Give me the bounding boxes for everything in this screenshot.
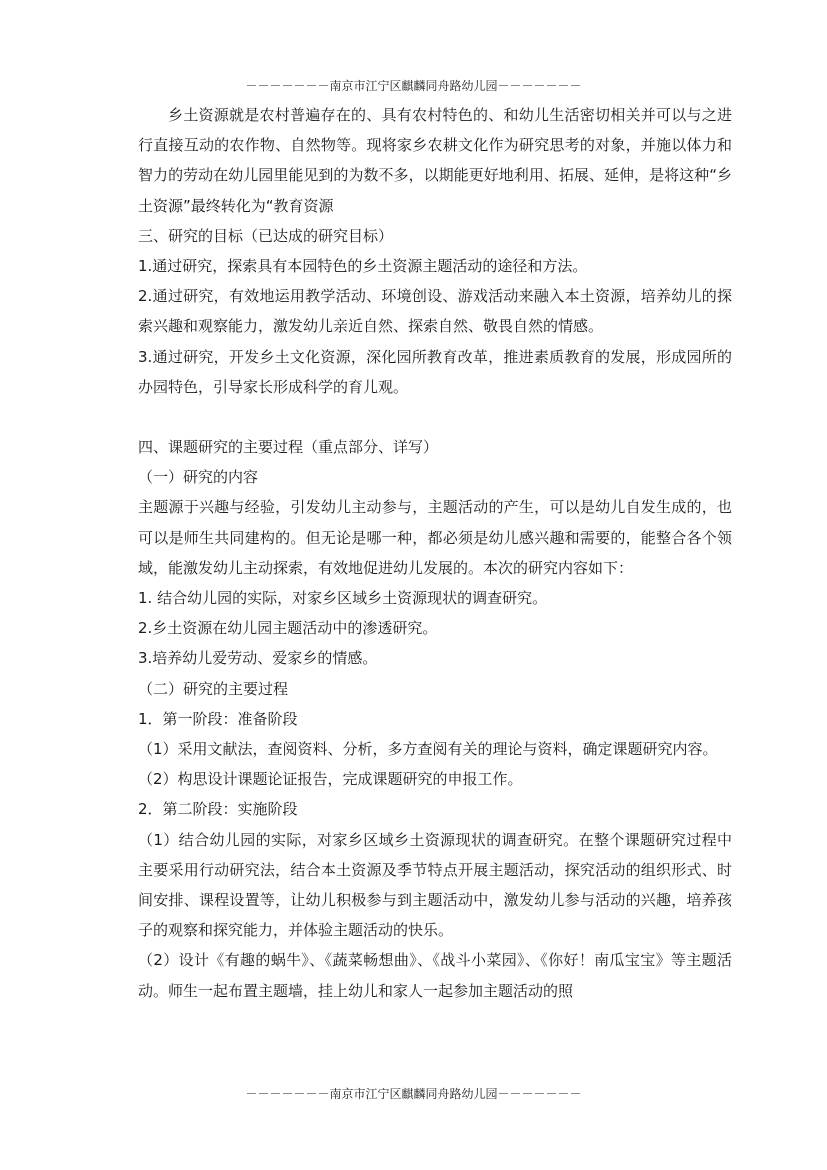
subsection-heading-content: （一）研究的内容 <box>138 468 259 487</box>
stage-heading: 2．第二阶段：实施阶段 <box>138 800 298 819</box>
section-heading-objectives: 三、研究的目标（已达成的研究目标） <box>138 226 394 245</box>
paragraph-spacer <box>138 402 732 432</box>
page-footer: －－－－－－－南京市江宁区麒麟同舟路幼儿园－－－－－－－ <box>245 1087 582 1101</box>
objective-item: 3.通过研究，开发乡土文化资源，深化园所教育改革，推进素质教育的发展，形成园所的办园特色，引导家长形成科学的育儿观。 <box>138 347 732 396</box>
content-item: 1. 结合幼儿园的实际，对家乡区域乡土资源现状的调查研究。 <box>138 589 548 608</box>
content-item: 3.培养幼儿爱劳动、爱家乡的情感。 <box>138 649 378 668</box>
body-paragraph: 主题源于兴趣与经验，引发幼儿主动参与，主题活动的产生，可以是幼儿自发生成的，也可以是师生共同建构的。但无论是哪一种，都必须是幼儿感兴趣和需要的，能整合各个领域，能激发幼儿主动探索，有效地促进幼儿发展的。本次的研究内容如下： <box>138 498 732 577</box>
intro-paragraph: 乡土资源就是农村普遍存在的、具有农村特色的、和幼儿生活密切相关并可以与之进行直接互动的农作物、自然物等。现将家乡农耕文化作为研究思考的对象，并施以体力和智力的劳动在幼儿园里能见到的为数不多，以期能更好地利用、拓展、延伸，是将这种“乡土资源”最终转化为“教育资源 <box>138 106 732 215</box>
subsection-heading-process: （二）研究的主要过程 <box>138 679 289 698</box>
stage-item: （2）构思设计课题论证报告，完成课题研究的申报工作。 <box>138 770 523 789</box>
objective-item: 1.通过研究，探索具有本园特色的乡土资源主题活动的途径和方法。 <box>138 257 588 276</box>
stage-item: （1）结合幼儿园的实际，对家乡区域乡土资源现状的调查研究。在整个课题研究过程中主要采用行动研究法，结合本土资源及季节特点开展主题活动，探究活动的组织形式、时间安排、课程设置等，让幼儿积极参与到主题活动中，激发幼儿参与活动的兴趣，培养孩子的观察和探究能力，并体验主题活动的快乐。 <box>138 830 732 940</box>
section-heading-process: 四、课题研究的主要过程（重点部分、详写） <box>138 438 439 457</box>
content-item: 2.乡土资源在幼儿园主题活动中的渗透研究。 <box>138 619 438 638</box>
stage-item: （2）设计《有趣的蜗牛》、《蔬菜畅想曲》、《战斗小菜园》、《你好！南瓜宝宝》等主题活动。师生一起布置主题墙，挂上幼儿和家人一起参加主题活动的照 <box>138 951 732 1000</box>
document-body <box>138 100 732 1006</box>
stage-heading: 1．第一阶段：准备阶段 <box>138 709 298 728</box>
page-header: －－－－－－－南京市江宁区麒麟同舟路幼儿园－－－－－－－ <box>245 79 582 93</box>
objective-item: 2.通过研究，有效地运用教学活动、环境创设、游戏活动来融入本土资源，培养幼儿的探索兴趣和观察能力，激发幼儿亲近自然、探索自然、敬畏自然的情感。 <box>138 287 732 336</box>
stage-item: （1）采用文献法，查阅资料、分析，多方查阅有关的理论与资料，确定课题研究内容。 <box>138 740 718 759</box>
